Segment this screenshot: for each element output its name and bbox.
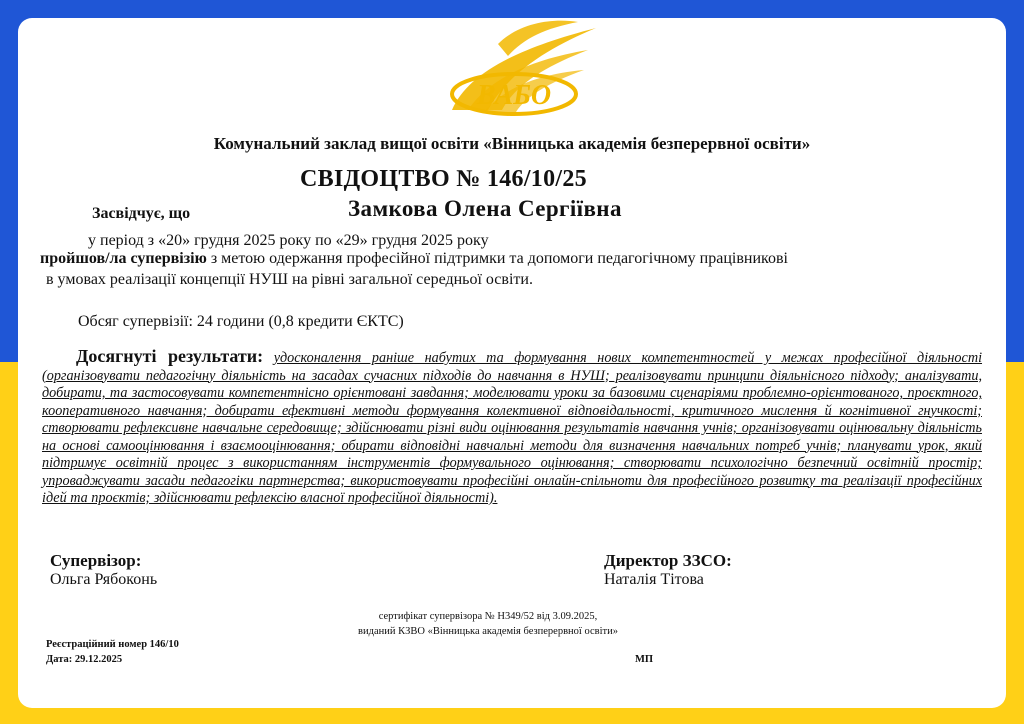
registration-number: Реєстраційний номер 146/10 [46,639,179,650]
flame-wings-logo [428,18,598,135]
recipient-name: Замкова Олена Сергіївна [348,196,622,221]
institution-name: Комунальний заклад вищої освіти «Вінницька академія безперервної освіти» [213,134,811,153]
certificate-title: СВІДОЦТВО № 146/10/25 [300,166,587,192]
certify-label: Засвідчує, що [92,205,191,222]
certificate-line-1: сертифікат супервізора № Н349/52 від 3.09.2025, [378,611,598,622]
results-text: удосконалення раніше набутих та формування нових компетентностей у межах професійної діяльності (організовувати педагогічну діяльність на засадах сучасних підходів до навчання в НУШ; реалізовувати принципи діяльнісного підходу; аналізувати, добирати, та застосовувати компетентнісно орієнтовані завдання; моделювати уроки за базовими сценаріями проблемно-орієнтованого, проєктного, кооперативного навчання; добирати ефективні методи формування колективної відповідальності, критичного мислення й когнітивної гнучкості; створювати рефлексивне навчальне середовище; здійснювати різні види оцінювання результатів навчання учнів; організовувати оцінювальну діяльність на основі самооцінювання і взаємооцінювання; обирати відповідні навчальні методи для визначення навчальних потреб учнів; планувати урок, який підтримує освітній процес з використанням інструментів формувального оцінювання; створювати психологічно безпечний освітній простір; упроваджувати засади педагогіки партнерства; використовувати професійні онлайн-спільноти для професійного розвитку та реалізації професійних ідей та проєктів; здійснювати рефлексію власної професійної діяльності). [42,350,983,506]
supervisor-name: Ольга Рябоконь [50,571,158,588]
supervision-statement [40,250,788,268]
director-name: Наталія Тітова [604,571,704,588]
results-block [42,348,982,508]
supervisor-role: Супервізор: [50,551,142,570]
period-text: у період з «20» грудня 2025 року по «29» грудня 2025 року [88,232,489,249]
supervision-statement-line2: в умовах реалізації концепції НУШ на рівні загальної середньої освіти. [46,271,533,288]
results-label: Досягнуті результати: [76,346,264,366]
stamp-place: МП [635,654,654,665]
supervision-purpose: з метою одержання професійної підтримки та допомоги педагогічному працівникові [206,250,788,267]
director-role: Директор ЗЗСО: [604,551,732,570]
supervision-passed-bold: пройшов/ла супервізію [40,250,207,267]
supervision-volume: Обсяг супервізії: 24 години (0,8 кредити ЄКТС) [78,313,404,330]
certificate-page [18,18,1006,708]
certificate-line-2: виданий КЗВО «Вінницька академія безперервної освіти» [358,626,618,637]
issue-date: Дата: 29.12.2025 [46,654,123,665]
logo-text: ВАБО [476,80,552,111]
supervisor-certificate-info [318,609,658,639]
